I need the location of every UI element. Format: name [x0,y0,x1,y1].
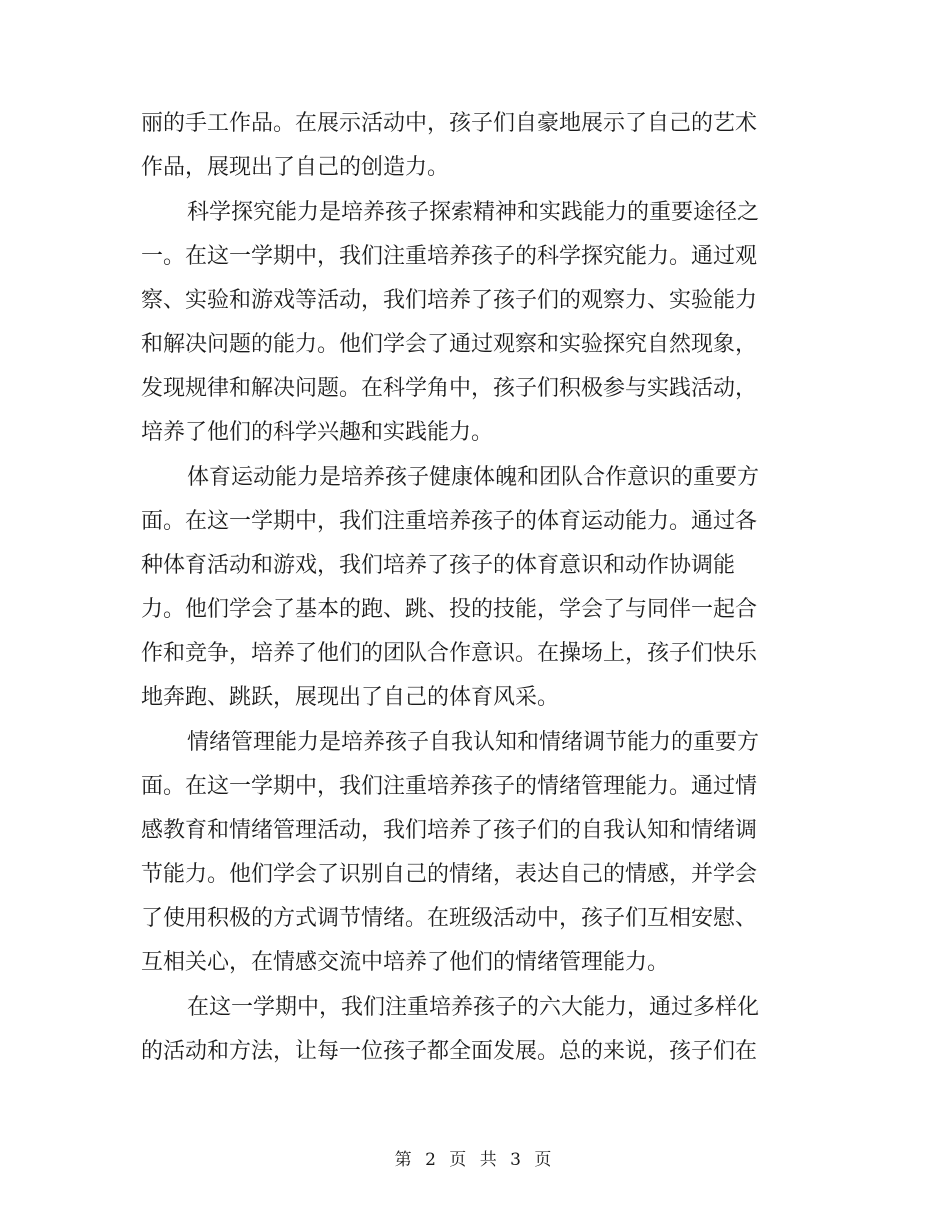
text-line: 作品，展现出了自己的创造力。 [141,155,450,180]
text-line: 节能力。他们学会了识别自己的情绪，表达自己的情感，并学会 [141,862,758,887]
paragraph [141,986,796,1074]
text-line: 和解决问题的能力。他们学会了通过观察和实验探究自然现象， [141,332,758,357]
paragraph [141,721,796,985]
text-line: 面。在这一学期中，我们注重培养孩子的体育运动能力。通过各 [141,509,758,534]
text-line: 培养了他们的科学兴趣和实践能力。 [141,420,494,445]
text-line: 发现规律和解决问题。在科学角中，孩子们积极参与实践活动， [141,376,758,401]
text-line: 互相关心，在情感交流中培养了他们的情绪管理能力。 [141,950,670,975]
text-line: 一。在这一学期中，我们注重培养孩子的科学探究能力。通过观 [141,244,758,269]
text-line: 了使用积极的方式调节情绪。在班级活动中，孩子们互相安慰、 [141,906,758,931]
paragraph [141,102,796,190]
paragraph [141,191,796,455]
paragraph [141,456,796,720]
text-line: 体育运动能力是培养孩子健康体魄和团队合作意识的重要方 [187,465,760,490]
text-line: 丽的手工作品。在展示活动中，孩子们自豪地展示了自己的艺术 [141,111,758,136]
text-line: 情绪管理能力是培养孩子自我认知和情绪调节能力的重要方 [187,730,760,755]
page-footer: 第 2 页 共 3 页 [394,1150,556,1170]
text-line: 面。在这一学期中，我们注重培养孩子的情绪管理能力。通过情 [141,774,758,799]
text-line: 地奔跑、跳跃，展现出了自己的体育风采。 [141,685,560,710]
text-line: 科学探究能力是培养孩子探索精神和实践能力的重要途径之 [187,200,760,225]
text-line: 作和竞争，培养了他们的团队合作意识。在操场上，孩子们快乐 [141,641,758,666]
text-line: 的活动和方法，让每一位孩子都全面发展。总的来说，孩子们在 [141,1039,758,1064]
text-line: 感教育和情绪管理活动，我们培养了孩子们的自我认知和情绪调 [141,818,758,843]
text-line: 察、实验和游戏等活动，我们培养了孩子们的观察力、实验能力 [141,288,758,313]
text-line: 种体育活动和游戏，我们培养了孩子的体育意识和动作协调能 [141,553,736,578]
body-text [141,102,796,1074]
text-line: 力。他们学会了基本的跑、跳、投的技能，学会了与同伴一起合 [141,597,758,622]
text-line: 在这一学期中，我们注重培养孩子的六大能力，通过多样化 [187,995,760,1020]
